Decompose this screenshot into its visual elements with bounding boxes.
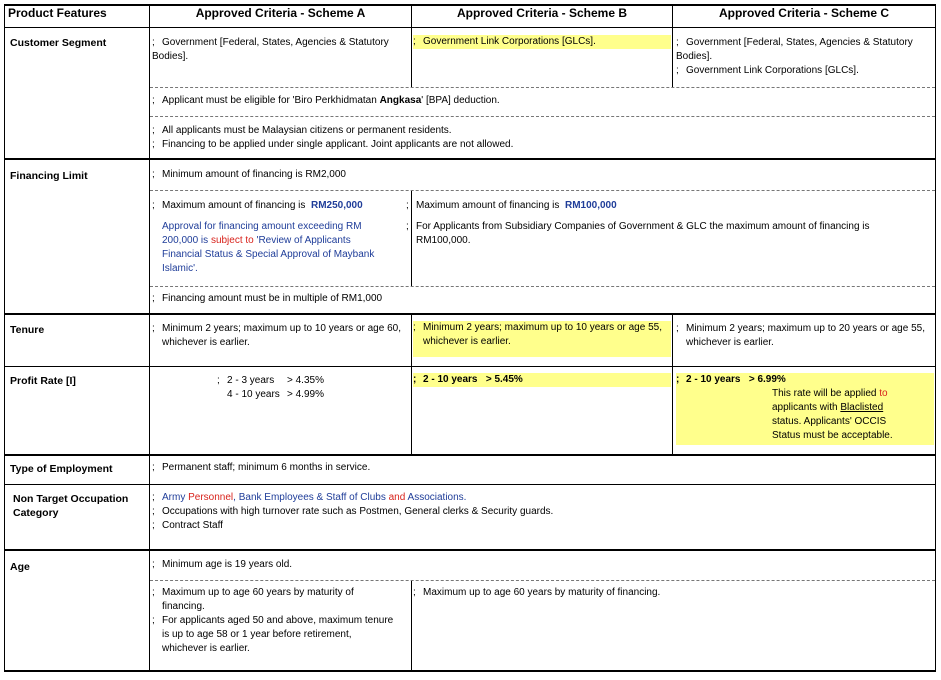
financing-subsidiary: ; For Applicants from Subsidiary Companies of Government & GLC the maximum amount of financing is RM100,000. [406, 221, 870, 246]
border-col3-ten [672, 314, 673, 454]
label-customer-segment: Customer Segment [10, 37, 107, 49]
age-a1: ; Maximum up to age 60 years by maturity of financing. [152, 587, 354, 612]
customer-c2: ; Government Link Corporations [GLCs]. [676, 65, 859, 76]
border-header-bottom [4, 27, 936, 28]
sep-financing-2 [150, 286, 935, 287]
customer-citizens: ; All applicants must be Malaysian citizens or permanent residents. [152, 125, 452, 136]
tenure-b: ; Minimum 2 years; maximum up to 10 years or age 55, whichever is earlier. [413, 321, 671, 357]
financing-max-bc: ; Maximum amount of financing is RM100,000 [406, 200, 617, 211]
border-col1 [149, 4, 150, 672]
financing-max-a: ; Maximum amount of financing is RM250,000 [152, 200, 363, 211]
profit-b: ; 2 - 10 years > 5.45% [413, 373, 671, 387]
employment-text: ; Permanent staff; minimum 6 months in service. [152, 462, 371, 473]
financing-approval-a: Approval for financing amount exceeding RM 200,000 is subject to 'Review of Applicants Financial Status & Special Approval of Maybank Islamic'. [162, 221, 375, 274]
sep-customer-2 [150, 116, 935, 117]
border-profit-bottom [4, 454, 936, 456]
financing-multiple: ; Financing amount must be in multiple of RM1,000 [152, 293, 383, 304]
label-non-target: Non Target Occupation Category [13, 493, 129, 519]
border-col2-ten [411, 314, 412, 454]
customer-a: ; Government [Federal, States, Agencies & Statutory Bodies]. [152, 37, 389, 62]
header-scheme-a: Approved Criteria - Scheme A [195, 6, 366, 20]
financing-minimum: ; Minimum amount of financing is RM2,000 [152, 169, 346, 180]
profit-a-row1: ; 2 - 3 years > 4.35% [217, 375, 324, 386]
profit-a-row2: 4 - 10 years > 4.99% [227, 389, 324, 400]
border-tenure-bottom [4, 366, 936, 367]
header-product-features: Product Features [8, 6, 107, 20]
non-target-turnover: ; Occupations with high turnover rate such as Postmen, General clerks & Security guards. [152, 506, 554, 517]
customer-single: ; Financing to be applied under single applicant. Joint applicants are not allowed. [152, 139, 514, 150]
border-financing-bottom [4, 313, 936, 315]
border-bottom [4, 670, 936, 672]
border-left [4, 4, 5, 672]
customer-b: ; Government Link Corporations [GLCs]. [413, 35, 671, 49]
label-profit-rate: Profit Rate [I] [10, 375, 76, 387]
border-col2-age [411, 580, 412, 672]
label-employment: Type of Employment [10, 463, 113, 475]
border-nontarget-bottom [4, 549, 936, 551]
tenure-c: ; Minimum 2 years; maximum up to 20 years or age 55, whichever is earlier. [676, 323, 925, 348]
profit-c: ; 2 - 10 years > 6.99% This rate will be applied to applicants with Blaclisted status. Applicants' OCCIS Status must be acceptable. [676, 373, 934, 445]
header-scheme-c: Approved Criteria - Scheme C [718, 6, 890, 20]
age-minimum: ; Minimum age is 19 years old. [152, 559, 293, 570]
sep-customer-1 [150, 87, 935, 88]
border-right [935, 4, 936, 672]
non-target-army: ; Army Personnel, Bank Employees & Staff of Clubs and Associations. [152, 492, 467, 503]
customer-c1: ; Government [Federal, States, Agencies & Statutory Bodies]. [676, 37, 913, 62]
age-bc: ; Maximum up to age 60 years by maturity of financing. [413, 587, 661, 598]
header-scheme-b: Approved Criteria - Scheme B [456, 6, 628, 20]
customer-bpa: ; Applicant must be eligible for 'Biro Perkhidmatan Angkasa' [BPA] deduction. [152, 95, 500, 106]
label-age: Age [10, 561, 30, 573]
age-a2: ; For applicants aged 50 and above, maximum tenure is up to age 58 or 1 year before retirement, whichever is earlier. [152, 615, 394, 654]
border-employment-bottom [4, 484, 936, 485]
sep-age-1 [150, 580, 935, 581]
label-tenure: Tenure [10, 324, 45, 336]
border-customer-bottom [4, 158, 936, 160]
tenure-a: ; Minimum 2 years; maximum up to 10 years or age 60, whichever is earlier. [152, 323, 401, 348]
sep-financing-1 [150, 190, 935, 191]
non-target-contract: ; Contract Staff [152, 520, 223, 531]
label-financing-limit: Financing Limit [10, 170, 88, 182]
